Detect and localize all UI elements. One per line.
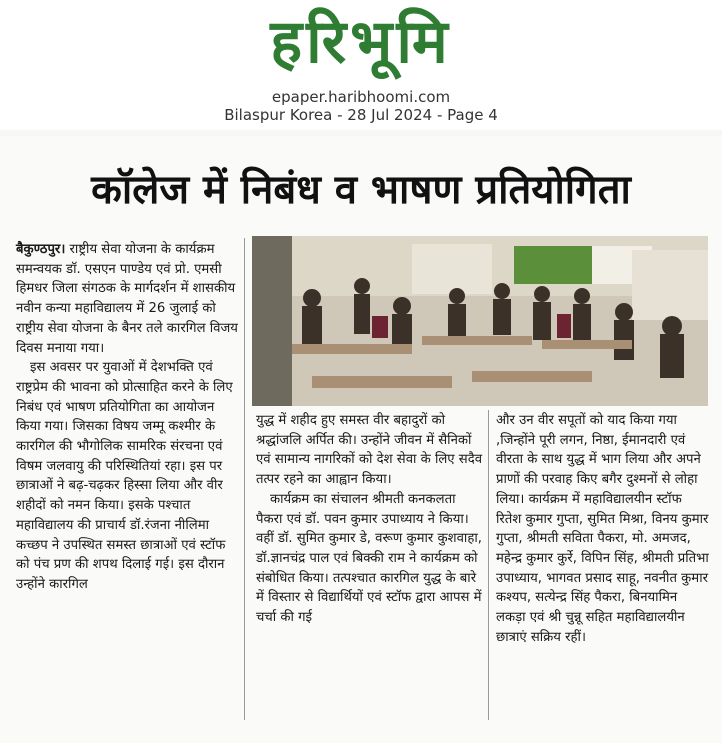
article-column-2 xyxy=(256,411,484,628)
masthead xyxy=(0,0,722,130)
paragraph-1: राष्ट्रीय सेवा योजना के कार्यक्रम समन्वयक डॉ. एसएन पाण्डेय एवं प्रो. एमसी हिमधर जिला संगठक के मार्गदर्शन में शासकीय नवीन कन्या महाविद्यालय में 26 जुलाई को राष्ट्रीय सेवा योजना के बैनर तले कारगिल विजय दिवस मनाया गया। xyxy=(16,242,238,356)
event-photo xyxy=(252,236,708,406)
paragraph-3: युद्ध में शहीद हुए समस्त वीर बहादुरों को श्रद्धांजलि अर्पित की। उन्होंने जीवन में सैनिकों एवं सामान्य नागरिकों को देश सेवा के लिए सदैव तत्पर रहने का आह्वान किया। xyxy=(256,413,483,488)
article-column-3 xyxy=(496,411,710,647)
epaper-url: epaper.haribhoomi.com xyxy=(271,88,451,106)
column-divider xyxy=(244,238,245,720)
newspaper-logo: हरिभूमि xyxy=(270,7,452,77)
dateline: बैकुण्ठपुर। xyxy=(16,242,66,257)
column-divider xyxy=(488,410,489,720)
paragraph-5: और उन वीर सपूतों को याद किया गया ,जिन्होंने पूरी लगन, निष्ठा, ईमानदारी एवं वीरता के साथ युद्ध में भाग लिया और अपने प्राणों की परवाह किए बगैर दुश्मनों से लोहा लिया। कार्यक्रम में महाविद्यालयीन स्टॉफ रितेश कुमार गुप्ता, सुमित मिश्रा, विनय कुमार गुप्ता, श्रीमती सविता पैकरा, मो. अमजद, महेन्द्र कुमार कुर्रे, विपिन सिंह, श्रीमती प्रतिभा उपाध्याय, भागवत प्रसाद साहू, नवनीत कुमार कश्यप, सत्येन्द्र सिंह पैकरा, बिनयामिन लकड़ा एवं श्री चुन्नू सहित महाविद्यालयीन छात्राएं सक्रिय रहीं। xyxy=(496,413,709,645)
paragraph-2: इस अवसर पर युवाओं में देशभक्ति एवं राष्ट्रप्रेम की भावना को प्रोत्साहित करने के लिए निबंध एवं भाषण प्रतियोगिता का आयोजन किया गया। जिसका विषय जम्मू कश्मीर के कारगिल की भौगोलिक सामरिक संरचना एवं विषम जलवायु की परिस्थितियां रहा। इस पर छात्राओं ने बढ़-चढ़कर हिस्सा लिया और वीर शहीदों को नमन किया। इसके पश्चात महाविद्यालय की प्राचार्य डॉ.रंजना नीलिमा कच्छप ने उपस्थित समस्त छात्राओं एवं स्टॉफ को पंच प्रण की शपथ दिलाई गई। इस दौरान उन्होंने कारगिल xyxy=(16,360,233,592)
edition-info: Bilaspur Korea - 28 Jul 2024 - Page 4 xyxy=(224,106,498,124)
article-headline: कॉलेज में निबंध व भाषण प्रतियोगिता xyxy=(91,167,631,213)
paragraph-4: कार्यक्रम का संचालन श्रीमती कनकलता पैकरा एवं डॉ. पवन कुमार उपाध्याय ने किया। वहीं डॉ. सुमित कुमार डे, वरूण कुमार कुशवाहा, डॉ.ज्ञानचंद्र पाल एवं बिक्की राम ने कार्यक्रम को संबोधित किया। तत्पश्चात कारगिल युद्ध के बारे में विस्तार से विद्यार्थियों एवं स्टॉफ द्वारा आपस में चर्चा की गई xyxy=(256,491,482,626)
article-column-1 xyxy=(16,240,238,595)
